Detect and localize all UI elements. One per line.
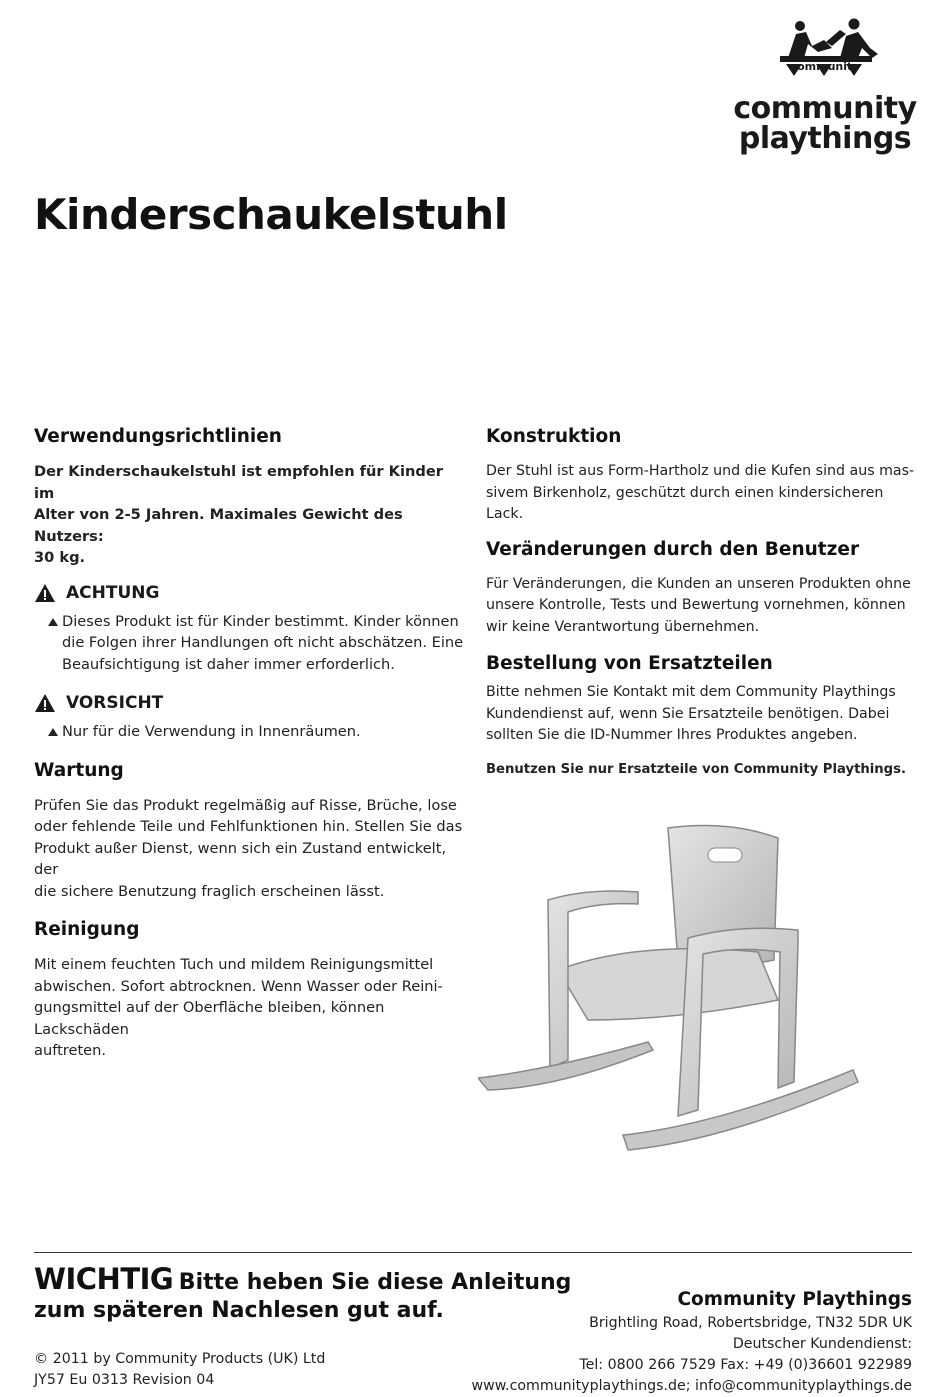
warning-bullet [34,611,464,676]
text-line: sollten Sie die ID-Nummer Ihres Produktes angeben. [486,727,858,743]
important-text: Bitte heben Sie diese Anleitung [178,1270,572,1295]
service-label: Deutscher Kundendienst: [732,1336,912,1352]
right-column [486,425,916,780]
revision-text: JY57 Eu 0313 Revision 04 [34,1372,215,1388]
warning-section [34,581,464,676]
left-column [34,425,464,1062]
text-line: Der Kinderschaukelstuhl ist empfohlen für Kinder im [34,463,443,502]
logo-brand-line2: playthings [738,121,912,156]
rocking-chair-image [478,820,878,1160]
text-line: wir keine Verantwortung übernehmen. [486,618,760,635]
text-line: Für Veränderungen, die Kunden an unseren Produkten ohne [486,575,911,592]
text-line: auftreten. [34,1042,107,1059]
spare-parts-heading: Bestellung von Ersatzteilen [486,653,773,674]
cleaning-text [34,954,464,1062]
text-line: Bitte nehmen Sie Kontakt mit dem Community Playthings [486,684,896,700]
text-line: oder fehlende Teile und Fehlfunktionen hin. Stellen Sie das [34,818,463,835]
text-line: Dieses Produkt ist für Kinder bestimmt. Kinder können [62,612,459,630]
warning-triangle-icon [34,693,56,713]
text-line: sivem Birkenholz, geschützt durch einen kindersicheren Lack. [486,484,884,522]
company-logo [730,18,920,158]
text-line: Kundendienst auf, wenn Sie Ersatzteile benötigen. Dabei [486,705,890,722]
text-line: Mit einem feuchten Tuch und mildem Reinigungsmittel [34,956,434,973]
warning-triangle-icon [34,583,56,603]
caution-bullet [34,721,464,743]
company-name: Community Playthings [677,1289,912,1310]
usage-section [34,425,464,569]
usage-heading: Verwendungsrichtlinien [34,426,282,447]
text-line: die sichere Benutzung fraglich erscheinen lässt. [34,882,385,900]
usage-text [34,461,464,569]
caution-heading: VORSICHT [66,693,164,713]
text-line: abwischen. Sofort abtrocknen. Wenn Wasser oder Reini- [34,977,443,995]
text-line: 30 kg. [34,549,86,566]
modifications-heading: Veränderungen durch den Benutzer [486,538,860,560]
footer-divider [34,1252,912,1253]
text-line: Nur für die Verwendung in Innenräumen. [62,723,361,740]
phone-fax: Tel: 0800 266 7529 Fax: +49 (0)36601 922989 [579,1357,912,1373]
text-line: Der Stuhl ist aus Form-Hartholz und die Kufen sind aus mas- [486,463,915,479]
construction-text [486,461,916,526]
logo-badge-text: community [790,60,860,73]
maintenance-text [34,795,464,903]
cleaning-section [34,918,464,1062]
text-line: unsere Kontrolle, Tests und Bewertung vornehmen, können [486,597,906,613]
copyright-text: © 2011 by Community Products (UK) Ltd [34,1351,326,1367]
text-line: Produkt außer Dienst, wenn sich ein Zustand entwickelt, der [34,839,447,878]
warning-heading-row [34,581,464,605]
company-address: Brightling Road, Robertsbridge, TN32 5DR UK [589,1315,912,1331]
spare-parts-section [486,652,916,780]
construction-heading: Konstruktion [486,426,622,447]
cleaning-heading: Reinigung [34,919,140,940]
text-line: die Folgen ihrer Handlungen oft nicht abschätzen. Eine [62,634,464,651]
bullet-triangle-icon [48,728,58,736]
spare-parts-text [486,682,916,747]
bullet-triangle-icon [48,618,58,626]
warning-heading: ACHTUNG [66,582,160,603]
caution-heading-row [34,691,464,715]
important-text-line2: zum späteren Nachlesen gut auf. [34,1298,444,1323]
text-line: Alter von 2-5 Jahren. Maximales Gewicht des Nutzers: [34,506,403,545]
text-line: Prüfen Sie das Produkt regelmäßig auf Risse, Brüche, lose [34,796,457,814]
maintenance-heading: Wartung [34,759,124,781]
modifications-text [486,574,916,639]
logo-brand-line1: community [733,91,917,126]
spare-parts-note: Benutzen Sie nur Ersatzteile von Community Playthings. [486,761,906,777]
important-word: WICHTIG [34,1262,174,1296]
copyright-block [34,1349,325,1391]
caution-section [34,691,464,743]
contact-block [472,1287,912,1397]
page-title: Kinderschaukelstuhl [34,190,508,239]
text-line: gungsmittel auf der Oberfläche bleiben, können Lackschäden [34,999,385,1038]
construction-section [486,425,916,526]
text-line: Beaufsichtigung ist daher immer erforderlich. [62,655,395,673]
web-email: www.communityplaythings.de; info@communityplaythings.de [471,1378,912,1394]
modifications-section [486,538,916,639]
maintenance-section [34,759,464,903]
